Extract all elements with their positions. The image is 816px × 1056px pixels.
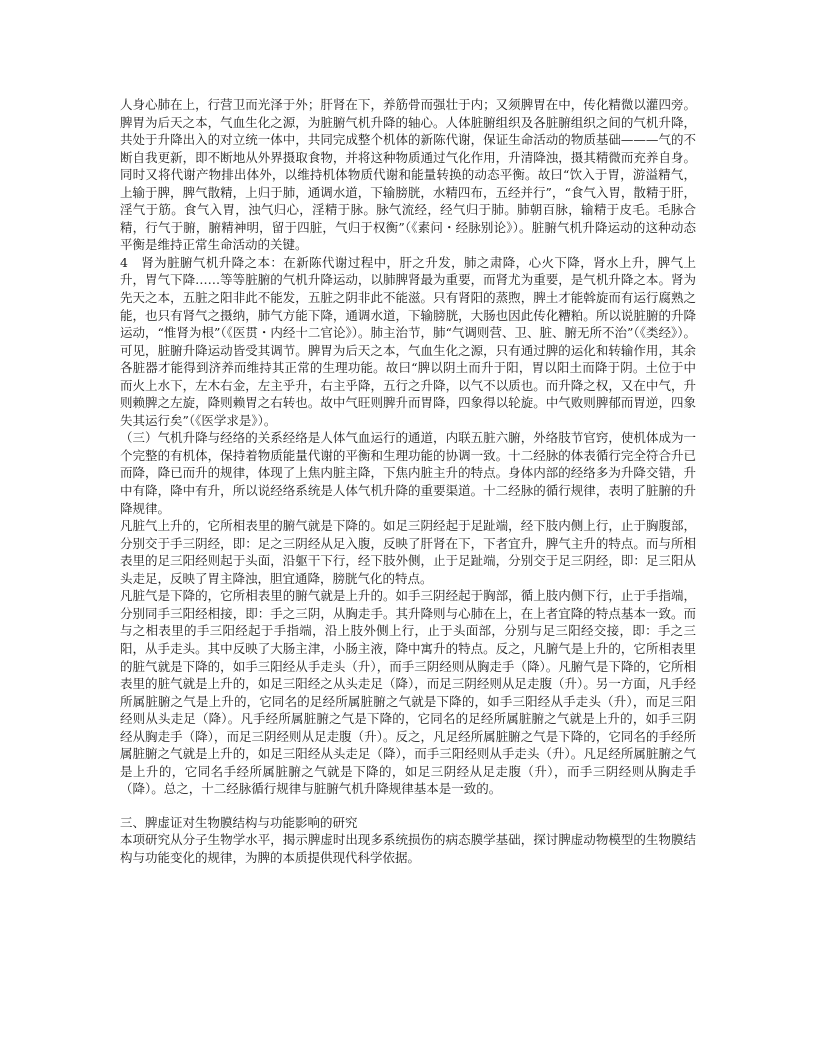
paragraph-spleen-stomach-axis: 人身心肺在上，行营卫而光泽于外；肝肾在下，养筋骨而强壮于内；又须脾胃在中，传化精微以灌四旁。脾胃为后天之本，气血生化之源，为脏腑气机升降的轴心。人体脏腑组织及各脏腑组织之间的气机升降，共处于升降出入的对立统一体中，共同完成整个机体的新陈代谢，保证生命活动的物质基础———气的不断自我更新，即不断地从外界摄取食物，并将这种物质通过气化作用，升清降浊，摄其精微而充养自身。同时又将代谢产物排出体外，以维持机体物质代谢和能量转换的动态平衡。故曰“饮入于胃，游溢精气，上输于脾，脾气散精，上归于肺，通调水道，下输膀胱，水精四布，五经并行”，“食气入胃，散精于肝，淫气于筋。食气入胃，浊气归心，淫精于脉。脉气流经，经气归于肺。肺朝百脉，输精于皮毛。毛脉合精，行气于腑，腑精神明，留于四脏，气归于权衡”（《素问・经脉别论》）。脏腑气机升降运动的这种动态平衡是维持正常生命活动的关键。	[120, 97, 696, 253]
paragraph-meridians: （三）气机升降与经络的关系经络是人体气血运行的通道，内联五脏六腑，外络肢节官窍，使机体成为一个完整的有机体，保持着物质能量代谢的平衡和生理功能的协调一致。十二经脉的体表循行完全符合升已而降，降已而升的规律，体现了上焦内脏主降，下焦内脏主升的特点。身体内部的经络多为升降交错，升中有降，降中有升，所以说经络系统是人体气机升降的重要渠道。十二经脉的循行规律，表明了脏腑的升降规律。	[120, 430, 696, 516]
section-spacer	[120, 798, 696, 814]
document-page	[120, 96, 696, 867]
paragraph-kidney-root: 4 肾为脏腑气机升降之本：在新陈代谢过程中，肝之升发，肺之肃降，心火下降，肾水上升，脾气上升，胃气下降……等等脏腑的气机升降运动，以肺脾肾最为重要，而肾尤为重要，是气机升降之本。肾为先天之本，五脏之阳非此不能发，五脏之阴非此不能滋。只有肾阳的蒸煦，脾土才能斡旋而有运行腐熟之能，也只有肾气之摄纳，肺气方能下降，通调水道，下输膀胱，大肠也因此传化糟粕。所以说脏腑的升降运动，“惟肾为根”（《医贯・内经十二官论》）。肺主治节，肺“气调则营、卫、脏、腑无所不治”（《类经》）。可见，脏腑升降运动皆受其调节。脾胃为后天之本，气血生化之源，只有通过脾的运化和转输作用，其余各脏器才能得到济养而维持其正常的生理功能。故曰“脾以阴土而升于阳，胃以阳土而降于阴。土位于中而火上水下，左木右金，左主乎升，右主乎降，五行之升降，以气不以质也。而升降之权，又在中气，升则赖脾之左旋，降则赖胃之右转也。故中气旺则脾升而胃降，四象得以轮旋。中气败则脾郁而胃逆，四象失其运行矣”（《医学求是》）。	[120, 254, 696, 428]
paragraph-zang-descending: 凡脏气是下降的，它所相表里的腑气就是上升的。如手三阴经起于胸部，循上肢内侧下行，止于手指端，分别同手三阳经相接，即：手之三阴，从胸走手。其升降则与心肺在上，在上者宜降的特点基本一致。而与之相表里的手三阳经起于手指端，沿上肢外侧上行，止于头面部，分别与足三阳经交接，即：手之三阳，从手走头。其中反映了大肠主津，小肠主液，降中寓升的特点。反之，凡腑气是上升的，它所相表里的脏气就是下降的，如手三阳经从手走头（升），而手三阴经则从胸走手（降）。凡腑气是下降的，它所相表里的脏气就是上升的，如足三阳经之从头走足（降），而足三阴经则从足走腹（升）。另一方面，凡手经所属脏腑之气是上升的，它同名的足经所属脏腑之气就是下降的，如手三阳经从手走头（升），而足三阳经则从头走足（降）。凡手经所属脏腑之气是下降的，它同名的足经所属脏腑之气就是上升的，如手三阴经从胸走手（降），而足三阴经则从足走腹（升）。反之，凡足经所属脏腑之气是下降的，它同名的手经所属脏腑之气就是上升的，如足三阳经从头走足（降），而手三阳经则从手走头（升）。凡足经所属脏腑之气是上升的，它同名手经所属脏腑之气就是下降的，如足三阴经从足走腹（升），而手三阴经则从胸走手（降）。总之，十二经脉循行规律与脏腑气机升降规律基本是一致的。	[120, 588, 696, 797]
section-heading: 三、脾虚证对生物膜结构与功能影响的研究	[120, 814, 358, 830]
section-paragraph: 本项研究从分子生物学水平，揭示脾虚时出现多系统损伤的病态膜学基础，探讨脾虚动物模型的生物膜结构与功能变化的规律，为脾的本质提供现代科学依据。	[120, 832, 696, 865]
paragraph-zang-ascending: 凡脏气上升的，它所相表里的腑气就是下降的。如足三阴经起于足趾端，经下肢内侧上行，止于胸腹部，分别交于手三阴经，即：足之三阴经从足入腹，反映了肝肾在下，下者宜升，脾气主升的特点。而与所相表里的足三阳经则起于头面，沿躯干下行，经下肢外侧，止于足趾端，分别交于足三阴经，即：足三阳从头走足，反映了胃主降浊，胆宜通降，膀胱气化的特点。	[120, 518, 696, 586]
